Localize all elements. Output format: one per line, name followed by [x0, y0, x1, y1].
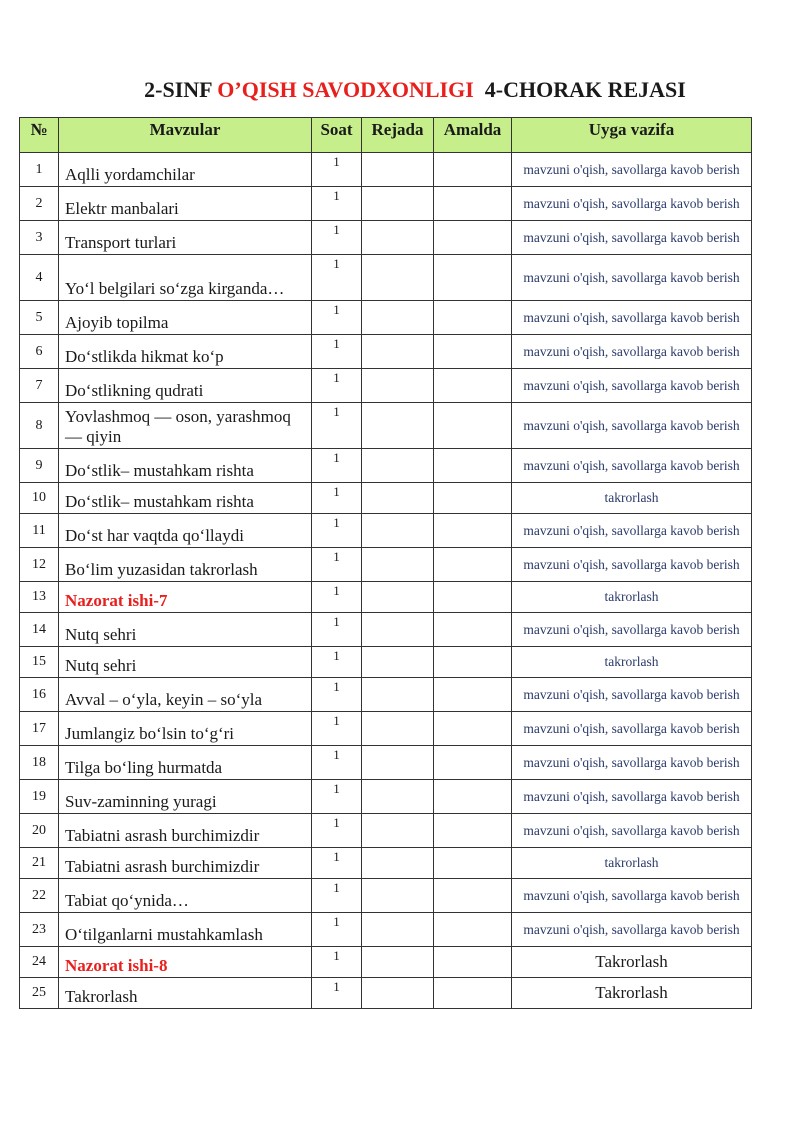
- row-number: 19: [20, 780, 59, 814]
- row-topic: Transport turlari: [59, 221, 312, 255]
- row-actual: [434, 301, 512, 335]
- row-actual: [434, 947, 512, 978]
- row-hours: 1: [312, 449, 362, 483]
- table-row: [20, 483, 752, 514]
- lesson-plan-table: [19, 117, 752, 1009]
- row-hours: 1: [312, 613, 362, 647]
- row-actual: [434, 913, 512, 947]
- table-row: [20, 814, 752, 848]
- table-row: [20, 978, 752, 1009]
- row-homework: mavzuni o'qish, savollarga kavob berish: [512, 780, 752, 814]
- row-homework: mavzuni o'qish, savollarga kavob berish: [512, 548, 752, 582]
- row-number: 23: [20, 913, 59, 947]
- row-topic: Do‘stlik– mustahkam rishta: [59, 483, 312, 514]
- row-number: 20: [20, 814, 59, 848]
- row-topic: Ajoyib topilma: [59, 301, 312, 335]
- row-actual: [434, 403, 512, 449]
- row-number: 4: [20, 255, 59, 301]
- row-homework: mavzuni o'qish, savollarga kavob berish: [512, 187, 752, 221]
- row-hours: 1: [312, 187, 362, 221]
- row-topic: Tilga bo‘ling hurmatda: [59, 746, 312, 780]
- table-row: [20, 369, 752, 403]
- row-actual: [434, 153, 512, 187]
- row-planned: [362, 369, 434, 403]
- table-row: [20, 548, 752, 582]
- table-row: [20, 153, 752, 187]
- table-row: [20, 187, 752, 221]
- row-homework: Takrorlash: [512, 947, 752, 978]
- row-planned: [362, 548, 434, 582]
- row-homework: mavzuni o'qish, savollarga kavob berish: [512, 514, 752, 548]
- row-actual: [434, 483, 512, 514]
- row-actual: [434, 369, 512, 403]
- row-planned: [362, 613, 434, 647]
- table-header: [20, 118, 752, 153]
- header-homework: Uyga vazifa: [512, 118, 752, 153]
- row-planned: [362, 403, 434, 449]
- row-actual: [434, 221, 512, 255]
- row-hours: 1: [312, 255, 362, 301]
- row-hours: 1: [312, 814, 362, 848]
- table-row: [20, 335, 752, 369]
- row-number: 8: [20, 403, 59, 449]
- row-topic: O‘tilganlarni mustahkamlash: [59, 913, 312, 947]
- row-number: 16: [20, 678, 59, 712]
- row-planned: [362, 879, 434, 913]
- row-homework: mavzuni o'qish, savollarga kavob berish: [512, 746, 752, 780]
- row-actual: [434, 514, 512, 548]
- row-hours: 1: [312, 746, 362, 780]
- table-row: [20, 678, 752, 712]
- header-number: №: [20, 118, 59, 153]
- row-homework: mavzuni o'qish, savollarga kavob berish: [512, 255, 752, 301]
- page-title: [0, 77, 800, 103]
- row-homework: mavzuni o'qish, savollarga kavob berish: [512, 403, 752, 449]
- table-row: [20, 647, 752, 678]
- row-hours: 1: [312, 978, 362, 1009]
- row-actual: [434, 780, 512, 814]
- row-actual: [434, 582, 512, 613]
- row-actual: [434, 449, 512, 483]
- header-hours: Soat: [312, 118, 362, 153]
- row-topic: Nazorat ishi-8: [59, 947, 312, 978]
- row-hours: 1: [312, 780, 362, 814]
- row-hours: 1: [312, 947, 362, 978]
- row-planned: [362, 746, 434, 780]
- row-hours: 1: [312, 153, 362, 187]
- row-hours: 1: [312, 483, 362, 514]
- row-planned: [362, 255, 434, 301]
- row-homework: takrorlash: [512, 848, 752, 879]
- row-number: 15: [20, 647, 59, 678]
- row-homework: mavzuni o'qish, savollarga kavob berish: [512, 301, 752, 335]
- row-hours: 1: [312, 848, 362, 879]
- table-row: [20, 746, 752, 780]
- row-planned: [362, 335, 434, 369]
- row-planned: [362, 814, 434, 848]
- row-planned: [362, 678, 434, 712]
- row-number: 3: [20, 221, 59, 255]
- row-actual: [434, 978, 512, 1009]
- row-topic: Aqlli yordamchilar: [59, 153, 312, 187]
- row-planned: [362, 449, 434, 483]
- row-number: 25: [20, 978, 59, 1009]
- row-planned: [362, 514, 434, 548]
- row-planned: [362, 483, 434, 514]
- row-topic: Elektr manbalari: [59, 187, 312, 221]
- row-hours: 1: [312, 335, 362, 369]
- row-hours: 1: [312, 221, 362, 255]
- row-topic: Nazorat ishi-7: [59, 582, 312, 613]
- row-hours: 1: [312, 403, 362, 449]
- row-actual: [434, 814, 512, 848]
- row-homework: mavzuni o'qish, savollarga kavob berish: [512, 613, 752, 647]
- table-row: [20, 947, 752, 978]
- table-row: [20, 449, 752, 483]
- title-grade: 2-SINF: [144, 77, 218, 102]
- row-planned: [362, 647, 434, 678]
- row-actual: [434, 335, 512, 369]
- row-number: 12: [20, 548, 59, 582]
- row-number: 7: [20, 369, 59, 403]
- row-planned: [362, 187, 434, 221]
- table-row: [20, 913, 752, 947]
- row-hours: 1: [312, 879, 362, 913]
- row-topic: Avval – o‘yla, keyin – so‘yla: [59, 678, 312, 712]
- row-homework: takrorlash: [512, 647, 752, 678]
- table-row: [20, 613, 752, 647]
- row-topic: Tabiat qo‘ynida…: [59, 879, 312, 913]
- row-topic: Do‘stlikda hikmat ko‘p: [59, 335, 312, 369]
- row-topic: Tabiatni asrash burchimizdir: [59, 814, 312, 848]
- row-actual: [434, 187, 512, 221]
- row-planned: [362, 913, 434, 947]
- table-row: [20, 712, 752, 746]
- row-number: 21: [20, 848, 59, 879]
- table-row: [20, 403, 752, 449]
- row-number: 13: [20, 582, 59, 613]
- table-row: [20, 780, 752, 814]
- row-topic: Bo‘lim yuzasidan takrorlash: [59, 548, 312, 582]
- table-row: [20, 514, 752, 548]
- row-planned: [362, 947, 434, 978]
- row-planned: [362, 301, 434, 335]
- header-planned: Rejada: [362, 118, 434, 153]
- row-topic: Nutq sehri: [59, 647, 312, 678]
- row-topic: Tabiatni asrash burchimizdir: [59, 848, 312, 879]
- row-homework: mavzuni o'qish, savollarga kavob berish: [512, 369, 752, 403]
- row-topic: Takrorlash: [59, 978, 312, 1009]
- row-actual: [434, 613, 512, 647]
- row-planned: [362, 582, 434, 613]
- row-hours: 1: [312, 712, 362, 746]
- row-hours: 1: [312, 301, 362, 335]
- row-number: 22: [20, 879, 59, 913]
- row-topic: Jumlangiz bo‘lsin to‘g‘ri: [59, 712, 312, 746]
- row-actual: [434, 879, 512, 913]
- row-topic: Suv-zaminning yuragi: [59, 780, 312, 814]
- row-homework: takrorlash: [512, 483, 752, 514]
- row-topic: Nutq sehri: [59, 613, 312, 647]
- row-homework: mavzuni o'qish, savollarga kavob berish: [512, 879, 752, 913]
- row-hours: 1: [312, 678, 362, 712]
- row-planned: [362, 712, 434, 746]
- row-homework: mavzuni o'qish, savollarga kavob berish: [512, 449, 752, 483]
- row-number: 2: [20, 187, 59, 221]
- header-actual: Amalda: [434, 118, 512, 153]
- row-actual: [434, 548, 512, 582]
- table-row: [20, 848, 752, 879]
- row-number: 17: [20, 712, 59, 746]
- table-row: [20, 879, 752, 913]
- row-homework: Takrorlash: [512, 978, 752, 1009]
- row-hours: 1: [312, 647, 362, 678]
- row-homework: mavzuni o'qish, savollarga kavob berish: [512, 153, 752, 187]
- row-homework: mavzuni o'qish, savollarga kavob berish: [512, 221, 752, 255]
- row-homework: mavzuni o'qish, savollarga kavob berish: [512, 913, 752, 947]
- table-body: [20, 153, 752, 1009]
- row-number: 9: [20, 449, 59, 483]
- row-actual: [434, 678, 512, 712]
- row-actual: [434, 712, 512, 746]
- row-homework: mavzuni o'qish, savollarga kavob berish: [512, 678, 752, 712]
- row-hours: 1: [312, 514, 362, 548]
- row-number: 14: [20, 613, 59, 647]
- row-hours: 1: [312, 582, 362, 613]
- row-actual: [434, 848, 512, 879]
- row-number: 10: [20, 483, 59, 514]
- row-actual: [434, 746, 512, 780]
- row-planned: [362, 978, 434, 1009]
- row-number: 24: [20, 947, 59, 978]
- header-topics: Mavzular: [59, 118, 312, 153]
- row-number: 1: [20, 153, 59, 187]
- row-number: 18: [20, 746, 59, 780]
- row-planned: [362, 848, 434, 879]
- table-row: [20, 221, 752, 255]
- table-row: [20, 582, 752, 613]
- row-hours: 1: [312, 913, 362, 947]
- row-planned: [362, 780, 434, 814]
- row-number: 6: [20, 335, 59, 369]
- row-planned: [362, 221, 434, 255]
- row-hours: 1: [312, 548, 362, 582]
- row-topic: Yo‘l belgilari so‘zga kirganda…: [59, 255, 312, 301]
- row-homework: mavzuni o'qish, savollarga kavob berish: [512, 814, 752, 848]
- row-homework: mavzuni o'qish, savollarga kavob berish: [512, 712, 752, 746]
- row-hours: 1: [312, 369, 362, 403]
- row-homework: mavzuni o'qish, savollarga kavob berish: [512, 335, 752, 369]
- title-subject: O’QISH SAVODXONLIGI: [217, 77, 474, 102]
- row-number: 11: [20, 514, 59, 548]
- row-topic: Do‘stlikning qudrati: [59, 369, 312, 403]
- row-planned: [362, 153, 434, 187]
- title-plan: 4-CHORAK REJASI: [473, 77, 686, 102]
- table-row: [20, 255, 752, 301]
- row-topic: Do‘stlik– mustahkam rishta: [59, 449, 312, 483]
- row-actual: [434, 647, 512, 678]
- row-homework: takrorlash: [512, 582, 752, 613]
- row-topic: Do‘st har vaqtda qo‘llaydi: [59, 514, 312, 548]
- row-topic: Yovlashmoq — oson, yarashmoq — qiyin: [59, 403, 312, 449]
- row-number: 5: [20, 301, 59, 335]
- row-actual: [434, 255, 512, 301]
- table-row: [20, 301, 752, 335]
